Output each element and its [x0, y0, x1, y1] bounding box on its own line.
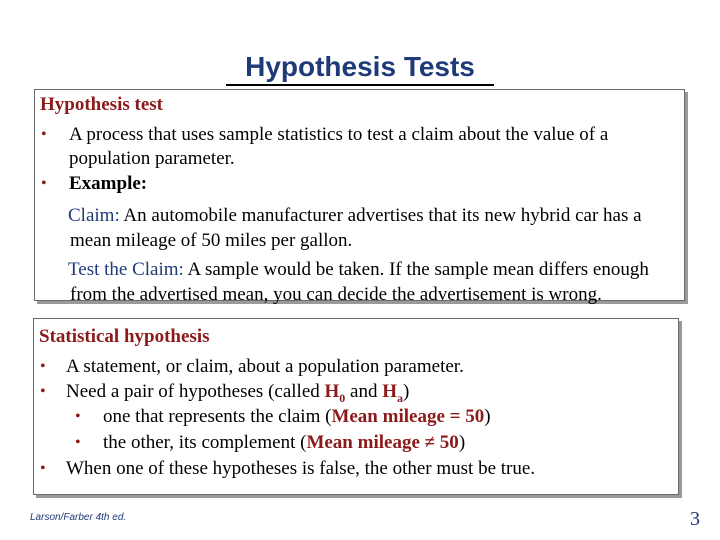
box2-bullet2 — [66, 380, 409, 404]
bullet-icon: • — [75, 408, 81, 425]
box1-claim-line2: mean mileage of 50 miles per gallon. — [70, 230, 353, 251]
bullet-icon: • — [40, 358, 46, 375]
test-claim-label: Test the Claim: — [68, 259, 184, 280]
claim-text: An automobile manufacturer advertises that its new hybrid car has a — [119, 205, 642, 226]
test-claim-text: A sample would be taken. If the sample mean differs enough — [183, 259, 649, 280]
footer-citation: Larson/Farber 4th ed. — [30, 512, 127, 523]
box2-subbullet2 — [103, 431, 465, 455]
bullet-icon: • — [41, 175, 47, 192]
page-number: 3 — [690, 508, 700, 530]
ha-symbol — [382, 381, 404, 405]
h0-letter: H — [324, 381, 340, 402]
claim-label: Claim: — [68, 205, 120, 226]
bullet-icon: • — [75, 434, 81, 451]
box1-test-line2: from the advertised mean, you can decide the advertisement is wrong. — [70, 284, 602, 305]
box1-bullet1-line2: population parameter. — [69, 148, 235, 169]
ha-letter: H — [382, 381, 398, 402]
box2-subbullet1 — [103, 405, 491, 429]
title-underline — [226, 84, 494, 86]
hypothesis-test-box — [34, 89, 685, 305]
bullet-icon: • — [40, 460, 46, 477]
bullet-icon: • — [41, 126, 47, 143]
sub2-text: the other, its complement ( — [103, 432, 307, 453]
bullet2-text: Need a pair of hypotheses (called — [66, 381, 325, 402]
and-text: and — [345, 381, 383, 402]
box2-heading: Statistical hypothesis — [39, 326, 210, 347]
box1-test-line1 — [68, 258, 649, 282]
sub2-equation: Mean mileage ≠ 50 — [306, 432, 459, 453]
box1-example-label: Example: — [69, 173, 148, 194]
h0-symbol — [324, 381, 346, 405]
statistical-hypothesis-box — [33, 318, 679, 495]
box1-claim-line1 — [68, 204, 642, 228]
box2-bullet1: A statement, or claim, about a population parameter. — [66, 356, 464, 377]
box1-bullet1-line1: A process that uses sample statistics to test a claim about the value of a — [69, 124, 609, 145]
sub1-close: ) — [484, 406, 491, 427]
box2-bullet3: When one of these hypotheses is false, the other must be true. — [66, 458, 536, 479]
ha-subscript: a — [397, 390, 404, 405]
sub2-close: ) — [458, 432, 466, 453]
bullet-icon: • — [40, 383, 46, 400]
box1-heading: Hypothesis test — [40, 94, 163, 115]
sub1-equation: Mean mileage = 50 — [331, 406, 485, 427]
slide-title: Hypothesis Tests — [245, 51, 475, 82]
sub1-text: one that represents the claim ( — [103, 406, 332, 427]
h0-subscript: 0 — [339, 390, 346, 405]
bullet2-close: ) — [403, 381, 410, 402]
